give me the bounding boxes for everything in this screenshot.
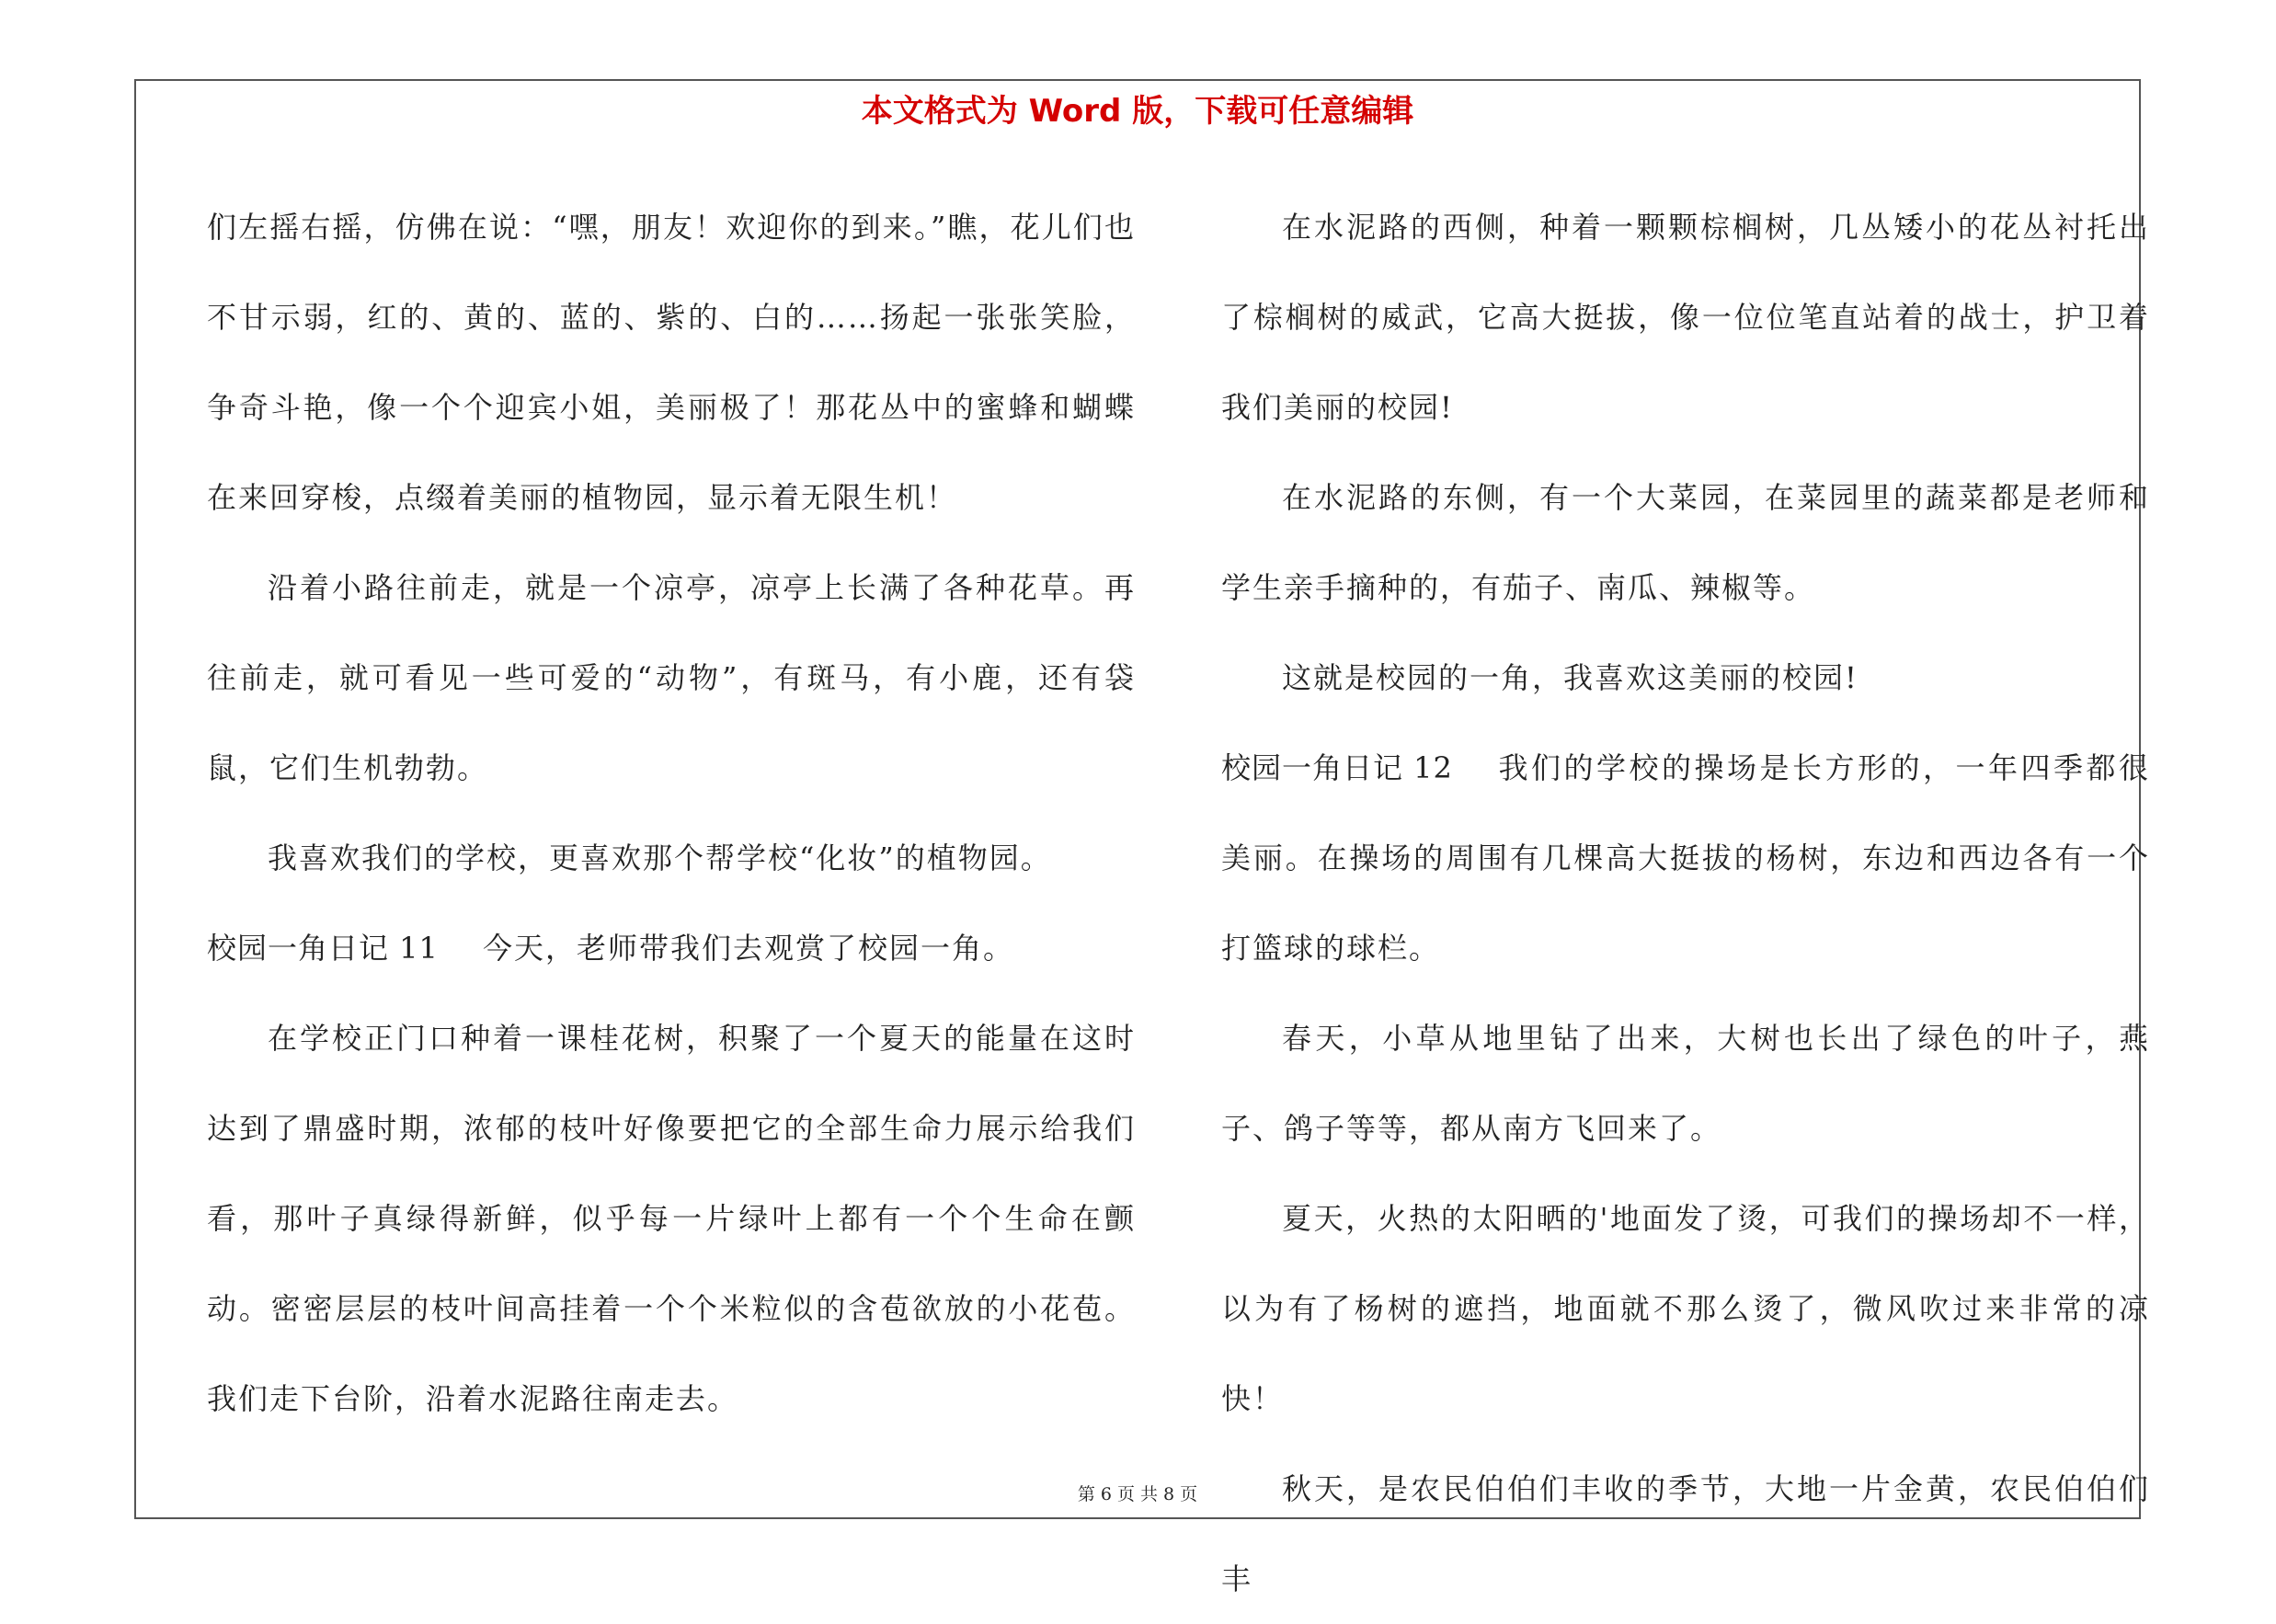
right-column [1221,182,2150,1624]
page-frame [134,79,2150,1596]
left-column [207,182,1136,1444]
paragraph: 们左摇右摇，仿佛在说：“嘿，朋友！欢迎你的到来。”瞧，花儿们也不甘示弱，红的、黄的、蓝的、紫的、白的……扬起一张张笑脸，争奇斗艳，像一个个迎宾小姐，美丽极了！那花丛中的蜜蜂和蝴蝶在来回穿梭，点缀着美丽的植物园，显示着无限生机！ [207,210,1136,515]
diary-title: 校园一角日记 12 [1221,750,1453,785]
paragraph: 夏天，火热的太阳晒的'地面发了烫，可我们的操场却不一样，以为有了杨树的遮挡，地面就不那么烫了，微风吹过来非常的凉快！ [1221,1201,2150,1416]
paragraph: 这就是校园的一角，我喜欢这美丽的校园! [1282,660,1859,695]
paragraph: 沿着小路往前走，就是一个凉亭，凉亭上长满了各种花草。再往前走，就可看见一些可爱的“动物”，有斑马，有小鹿，还有袋鼠，它们生机勃勃。 [207,570,1136,785]
paragraph: 秋天，是农民伯伯们丰收的季节，大地一片金黄，农民伯伯们丰 [1221,1471,2150,1596]
diary-text: 我们的学校的操场是长方形的，一年四季都很美丽。在操场的周围有几棵高大挺拔的杨树，东边和西边各有一个打篮球的球栏。 [1221,750,2150,966]
diary-entry-12 [1221,723,2150,993]
paragraph: 春天，小草从地里钻了出来，大树也长出了绿色的叶子，燕子、鸽子等等，都从南方飞回来了。 [1221,1021,2150,1146]
page-number: 第 6 页 共 8 页 [1077,1484,1198,1504]
diary-entry-11 [207,903,1136,993]
paragraph: 我喜欢我们的学校，更喜欢那个帮学校“化妆”的植物园。 [268,841,1052,875]
format-banner: 本文格式为 Word 版，下载可任意编辑 [861,93,1414,130]
paragraph: 在水泥路的西侧，种着一颗颗棕榈树，几丛矮小的花丛衬托出了棕榈树的威武，它高大挺拔，像一位位笔直站着的战士，护卫着我们美丽的校园! [1221,210,2150,425]
paragraph: 在水泥路的东侧，有一个大菜园，在菜园里的蔬菜都是老师和学生亲手摘种的，有茄子、南瓜、辣椒等。 [1221,480,2150,605]
diary-title: 校园一角日记 11 [207,931,439,966]
paragraph: 在学校正门口种着一课桂花树，积聚了一个夏天的能量在这时达到了鼎盛时期，浓郁的枝叶好像要把它的全部生命力展示给我们看，那叶子真绿得新鲜，似乎每一片绿叶上都有一个个生命在颤动。密密层层的枝叶间高挂着一个个米粒似的含苞欲放的小花苞。我们走下台阶，沿着水泥路往南走去。 [207,1021,1136,1416]
diary-text: 今天，老师带我们去观赏了校园一角。 [483,931,1015,966]
